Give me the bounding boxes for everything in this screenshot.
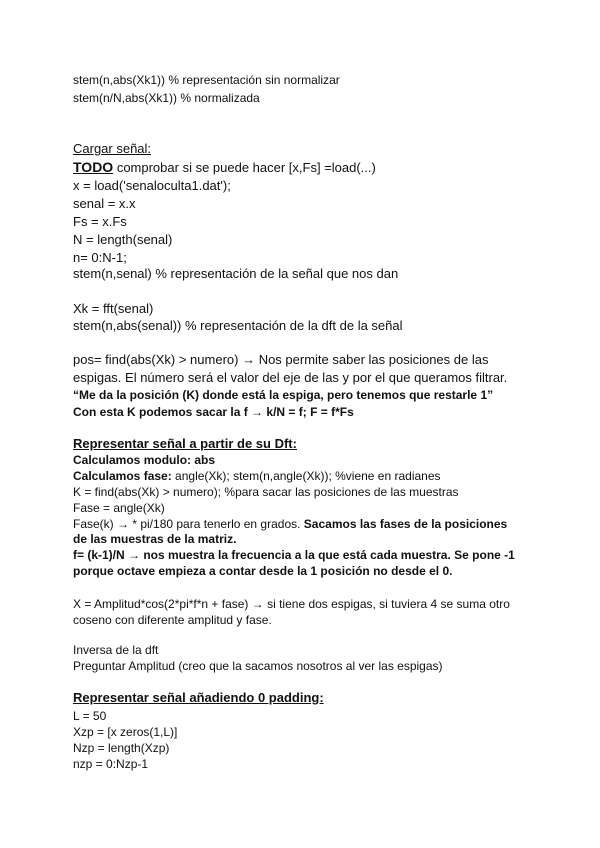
stem-line-1: stem(n,abs(Xk1)) % representación sin normalizar <box>73 73 340 87</box>
k-find-line: K = find(abs(Xk) > numero); %para sacar las posiciones de las muestras <box>73 485 459 499</box>
inversa-line: Inversa de la dft <box>73 643 159 657</box>
nzp-length-line: Nzp = length(Xzp) <box>73 741 170 755</box>
todo-label: TODO <box>73 159 114 175</box>
stem-line-4: stem(n,abs(senal)) % representación de la dft de la señal <box>73 318 403 333</box>
fase-text: angle(Xk); stem(n,angle(Xk)); %viene en radianes <box>171 469 441 483</box>
stem-line-3: stem(n,senal) % representación de la señal que nos dan <box>73 266 399 281</box>
pos-line-1: pos= find(abs(Xk) > numero) → Nos permite saber las posiciones de las <box>73 352 489 367</box>
bold-note-1: “Me da la posición (K) donde está la espiga, pero tenemos que restarle 1” <box>73 388 494 402</box>
xzp-line: Xzp = [x zeros(1,L)] <box>73 725 178 739</box>
section-dft-heading: Representar señal a partir de su Dft: <box>73 436 297 451</box>
amplitude-line-2: coseno con diferente amplitud y fase. <box>73 613 272 627</box>
freq-line-2: porque octave empieza a contar desde la 1 posición no desde el 0. <box>73 564 453 578</box>
n-length-line: N = length(senal) <box>73 232 173 247</box>
nzp-range-line: nzp = 0:Nzp-1 <box>73 757 149 771</box>
fase-label: Calculamos fase: <box>73 469 172 483</box>
load-line: x = load('senaloculta1.dat'); <box>73 178 231 193</box>
amplitude-line-1: X = Amplitud*cos(2*pi*f*n + fase) → si tiene dos espigas, si tuviera 4 se suma otro <box>73 597 510 611</box>
preguntar-line: Preguntar Amplitud (creo que la sacamos nosotros al ver las espigas) <box>73 659 443 673</box>
fft-line: Xk = fft(senal) <box>73 301 154 316</box>
fase-eq-line: Fase = angle(Xk) <box>73 501 165 515</box>
modulo-line: Calculamos modulo: abs <box>73 453 216 467</box>
fasek-line <box>73 516 507 532</box>
todo-line <box>73 159 376 176</box>
freq-line-1: f= (k-1)/N → nos muestra la frecuencia a la que está cada muestra. Se pone -1 <box>73 548 515 562</box>
pos-line-2: espigas. El número será el valor del eje de las y por el que queramos filtrar. <box>73 370 508 385</box>
fasek-bold: Sacamos las fases de la posiciones <box>303 517 508 531</box>
n-range-line: n= 0:N-1; <box>73 250 127 265</box>
fasek-text: Fase(k) → * pi/180 para tenerlo en grados. <box>73 517 304 531</box>
l-line: L = 50 <box>73 709 107 723</box>
section-padding-heading: Representar señal añadiendo 0 padding: <box>73 690 324 705</box>
stem-line-2: stem(n/N,abs(Xk1)) % normalizada <box>73 91 260 105</box>
fasek-bold-line-2: de las muestras de la matriz. <box>73 532 237 546</box>
fs-line: Fs = x.Fs <box>73 214 127 229</box>
bold-note-2: Con esta K podemos sacar la f → k/N = f; F = f*Fs <box>73 405 354 419</box>
section-cargar-title: Cargar señal: <box>73 141 152 156</box>
fase-line <box>73 468 441 484</box>
senal-line: senal = x.x <box>73 196 136 211</box>
todo-text: comprobar si se puede hacer [x,Fs] =load(...) <box>113 160 376 175</box>
